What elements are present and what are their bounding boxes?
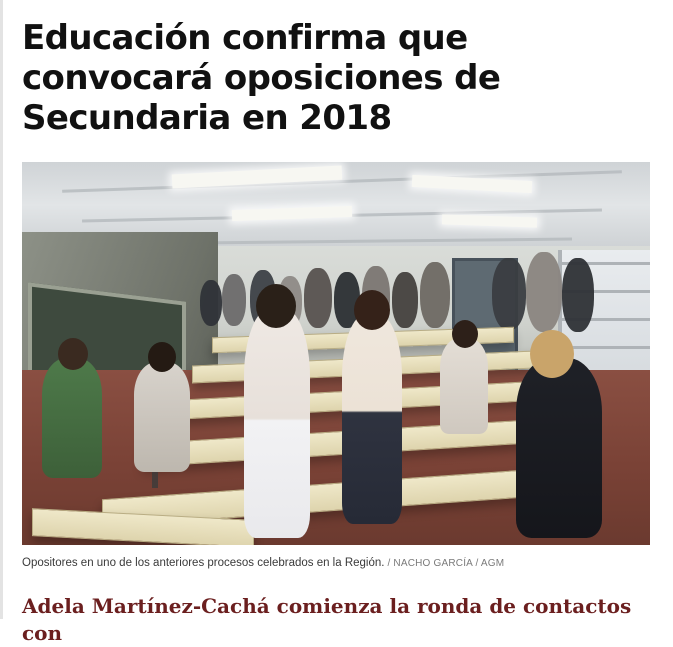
photo-person-standing	[342, 314, 402, 524]
photo-person-seated	[134, 362, 190, 472]
photo-crowd	[392, 272, 418, 328]
page-title: Educación confirma que convocará oposiciones de Secundaria en 2018	[22, 18, 501, 139]
photo-crowd	[304, 268, 332, 328]
photo-crowd	[492, 258, 526, 330]
photo-person-seated	[42, 358, 102, 478]
photo-crowd	[562, 258, 594, 332]
photo-window-bar	[562, 346, 650, 349]
article-subheadline: Adela Martínez-Cachá comienza la ronda de contactos con	[22, 594, 632, 646]
photo-person-head	[530, 330, 574, 378]
photo-person-seated	[440, 338, 488, 434]
photo-caption	[22, 555, 650, 571]
caption-separator: /	[384, 558, 394, 570]
photo-person-seated	[516, 358, 602, 538]
classroom-exam-photo	[22, 162, 650, 545]
caption-credit: NACHO GARCÍA / AGM	[393, 558, 505, 570]
article-content	[22, 0, 650, 647]
photo-crowd	[526, 252, 562, 332]
photo-crowd	[200, 280, 222, 326]
photo-crowd	[420, 262, 450, 328]
caption-text: Opositores en uno de los anteriores procesos celebrados en la Región.	[22, 557, 385, 570]
left-rule-divider	[0, 0, 3, 619]
photo-person-standing	[244, 308, 310, 538]
photo-crowd	[222, 274, 246, 326]
article-figure	[22, 162, 650, 571]
